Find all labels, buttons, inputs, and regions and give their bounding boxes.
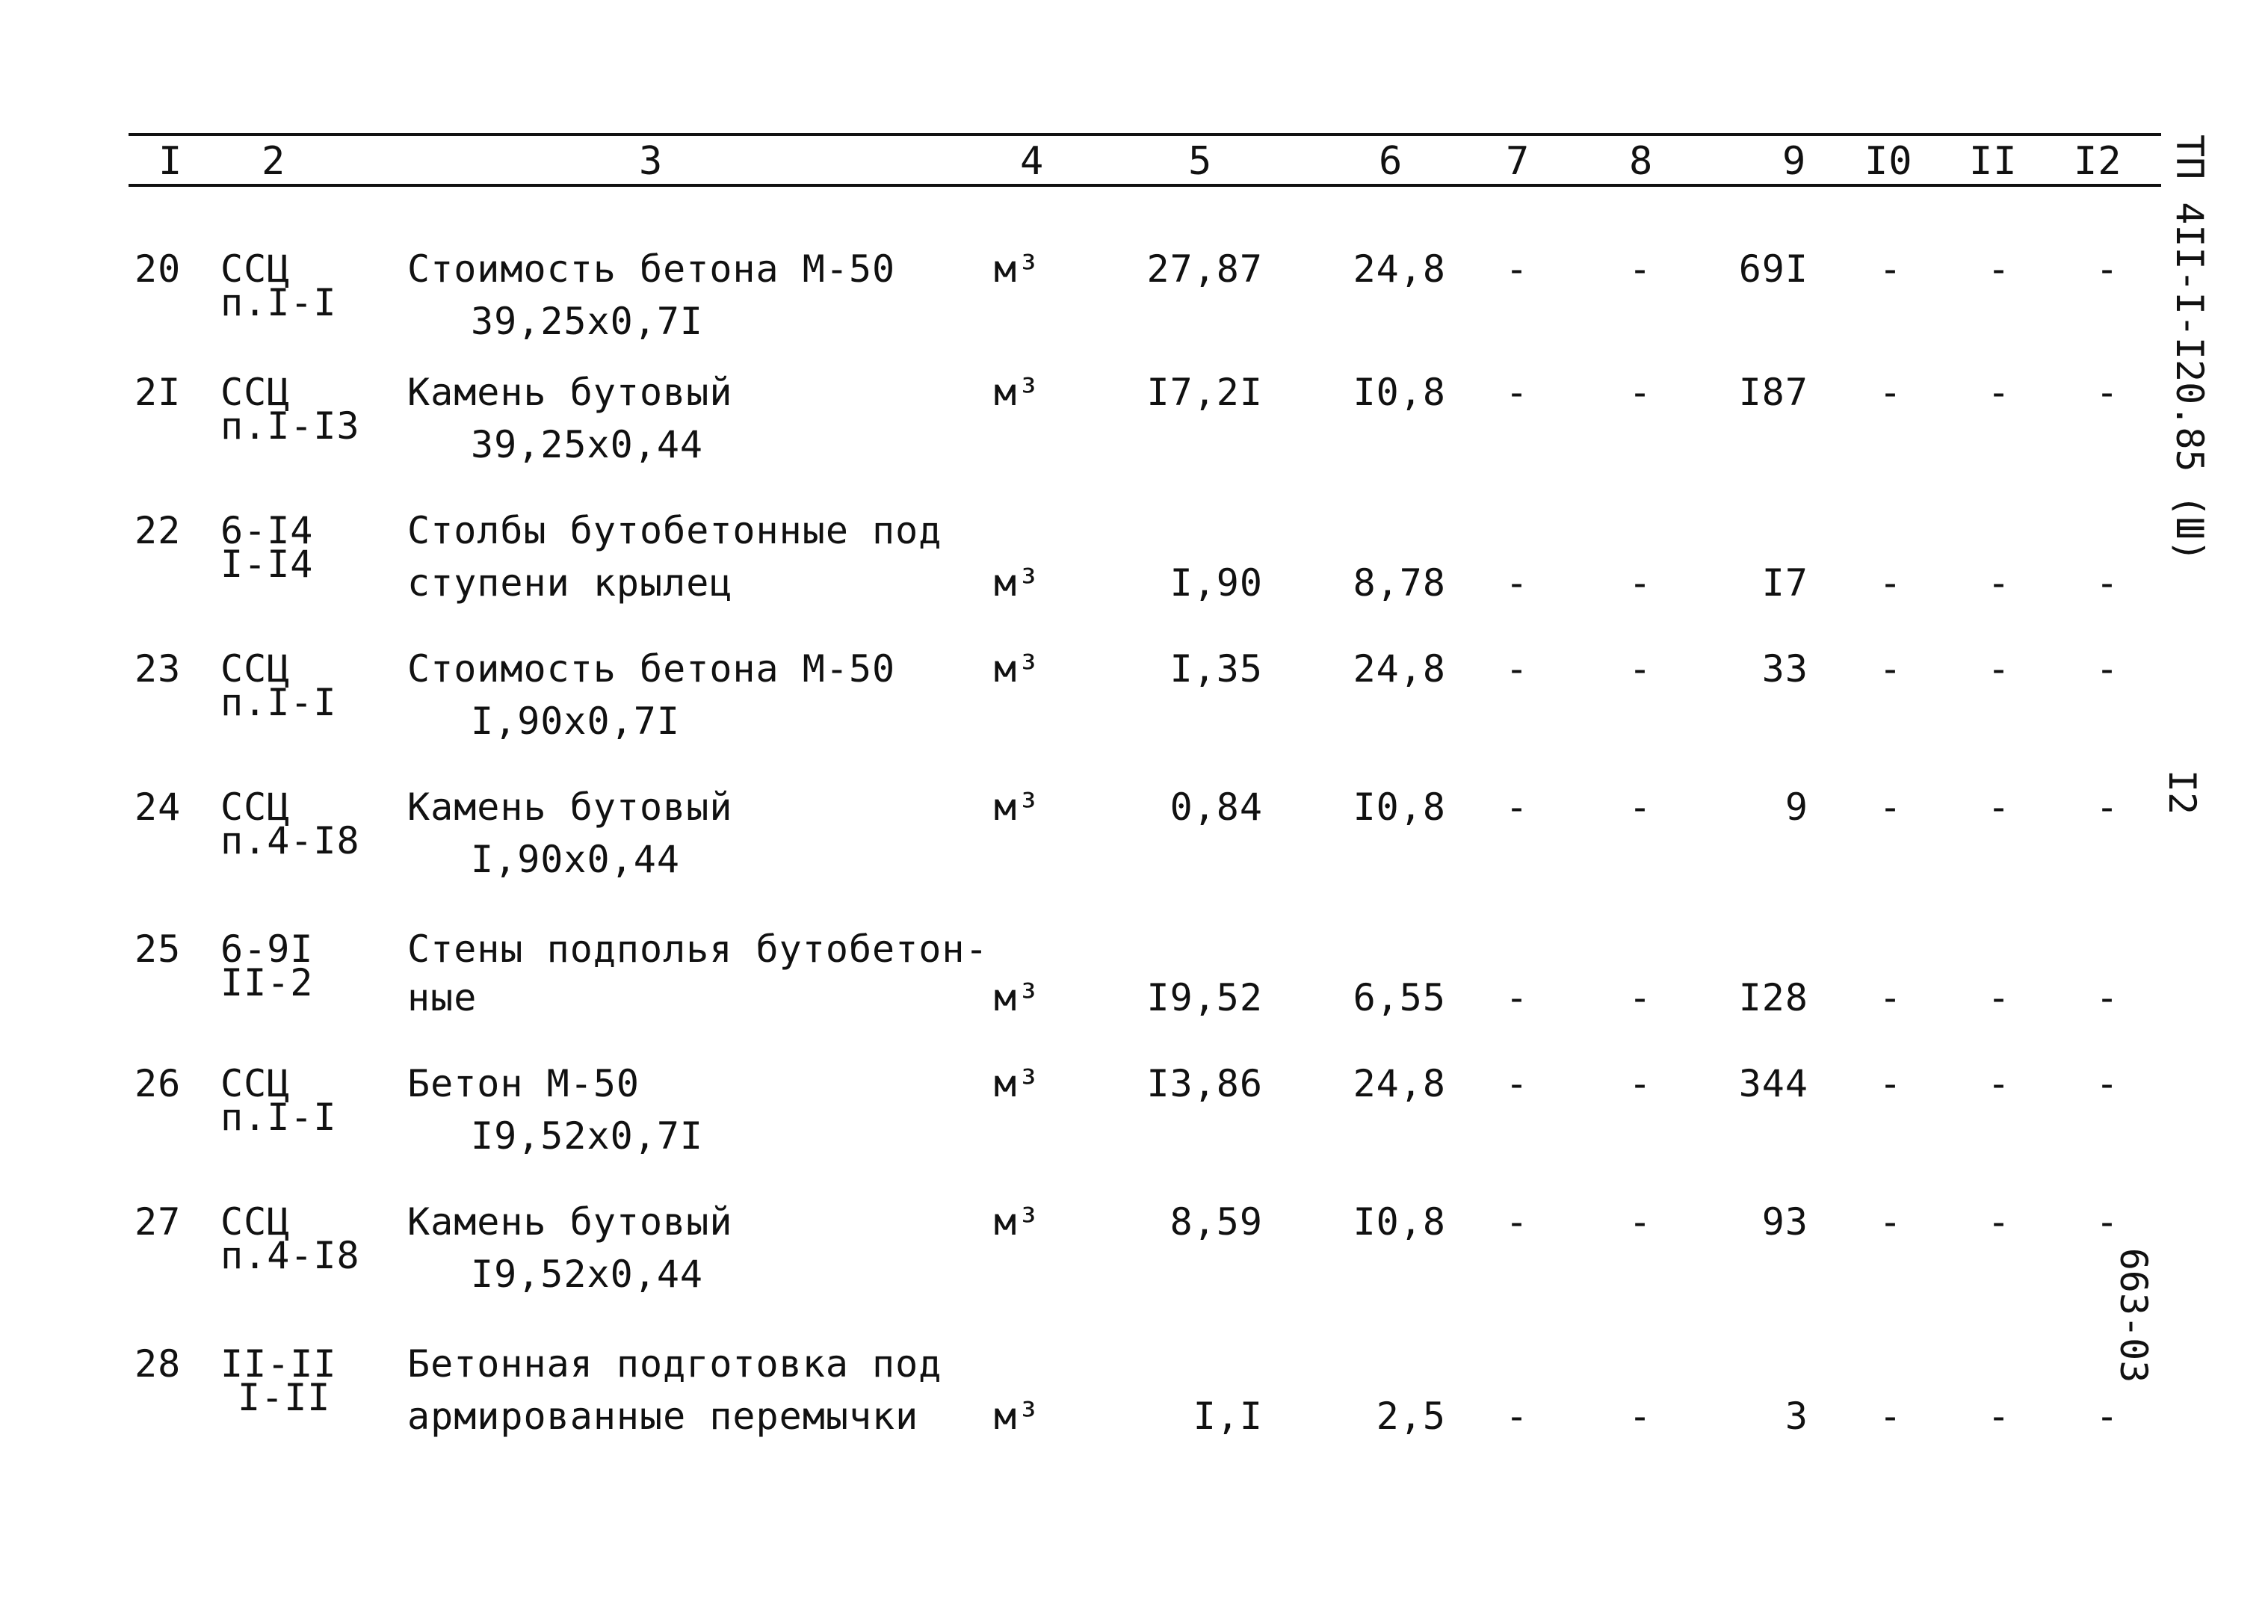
row-total: 93: [1761, 1200, 1808, 1244]
header-col-3: 3: [639, 139, 664, 184]
row-total: I28: [1738, 976, 1808, 1019]
header-col-5: 5: [1188, 139, 1213, 184]
row-col-11: -: [1987, 561, 2011, 605]
row-col-7: -: [1505, 561, 1529, 605]
row-col-10: -: [1879, 1395, 1903, 1438]
row-total: 69I: [1738, 247, 1808, 291]
header-col-2: 2: [262, 139, 286, 184]
row-col-11: -: [1987, 1062, 2011, 1105]
row-code: ССЦ: [220, 1062, 291, 1105]
row-code-sub: I-I4: [220, 543, 314, 586]
row-code: ССЦ: [220, 647, 291, 691]
row-number: 20: [135, 247, 182, 291]
row-unit: м³: [994, 371, 1041, 414]
row-col-10: -: [1879, 247, 1903, 291]
row-col-7: -: [1505, 976, 1529, 1019]
row-total: 33: [1761, 647, 1808, 691]
header-col-12: I2: [2074, 139, 2122, 184]
row-unit: м³: [994, 785, 1041, 829]
row-col-10: -: [1879, 1062, 1903, 1105]
row-number: 26: [135, 1062, 182, 1105]
row-code-sub: п.4-I8: [220, 819, 360, 862]
row-col-8: -: [1628, 976, 1652, 1019]
row-unit-price: 24,8: [1353, 647, 1446, 691]
row-unit-price: I0,8: [1353, 785, 1446, 829]
row-code-sub: п.I-I: [220, 281, 337, 324]
row-col-10: -: [1879, 785, 1903, 829]
row-code-sub: п.I-I: [220, 681, 337, 724]
row-code-sub: I-II: [238, 1376, 331, 1419]
row-description-sub: I,90х0,44: [471, 838, 680, 881]
page-number: I2: [2160, 769, 2204, 815]
header-col-9: 9: [1782, 139, 1807, 184]
row-total: I7: [1761, 561, 1808, 605]
row-col-7: -: [1505, 1062, 1529, 1105]
row-col-12: -: [2095, 1200, 2119, 1244]
row-col-11: -: [1987, 1395, 2011, 1438]
row-code-sub: п.I-I3: [220, 404, 360, 448]
row-unit-price: 8,78: [1353, 561, 1446, 605]
row-unit-price: I0,8: [1353, 1200, 1446, 1244]
header-col-10: I0: [1864, 139, 1913, 184]
row-col-8: -: [1628, 1062, 1652, 1105]
row-description: Бетонная подготовка под: [407, 1342, 942, 1386]
row-number: 24: [135, 785, 182, 829]
row-col-8: -: [1628, 247, 1652, 291]
row-col-8: -: [1628, 1200, 1652, 1244]
row-col-11: -: [1987, 1200, 2011, 1244]
row-col-10: -: [1879, 976, 1903, 1019]
row-description-sub: ступени крылец: [407, 561, 733, 605]
header-col-6: 6: [1379, 139, 1403, 184]
row-unit: м³: [994, 1395, 1041, 1438]
row-unit: м³: [994, 1200, 1041, 1244]
row-col-11: -: [1987, 785, 2011, 829]
header-col-7: 7: [1506, 139, 1530, 184]
row-quantity: I9,52: [1146, 976, 1263, 1019]
row-description: Столбы бутобетонные под: [407, 509, 942, 552]
row-col-10: -: [1879, 647, 1903, 691]
row-description: Стоимость бетона М-50: [407, 247, 896, 291]
row-code-sub: п.I-I: [220, 1096, 337, 1139]
row-total: 3: [1785, 1395, 1808, 1438]
row-code: 6-I4: [220, 509, 314, 552]
row-description: Бетон М-50: [407, 1062, 640, 1105]
row-quantity: I,35: [1169, 647, 1263, 691]
row-number: 23: [135, 647, 182, 691]
row-description-sub: 39,25х0,44: [471, 423, 704, 466]
row-quantity: I,I: [1193, 1395, 1263, 1438]
row-description: Камень бутовый: [407, 1200, 733, 1244]
header-col-1: I: [158, 139, 183, 184]
row-code: ССЦ: [220, 785, 291, 829]
row-description-sub: I9,52х0,44: [471, 1253, 704, 1296]
row-col-10: -: [1879, 371, 1903, 414]
row-unit: м³: [994, 561, 1041, 605]
row-unit-price: 6,55: [1353, 976, 1446, 1019]
row-col-12: -: [2095, 371, 2119, 414]
header-top-rule: [129, 133, 2161, 136]
row-col-7: -: [1505, 1200, 1529, 1244]
row-col-7: -: [1505, 247, 1529, 291]
row-col-12: -: [2095, 785, 2119, 829]
row-code: II-II: [220, 1342, 337, 1386]
row-col-8: -: [1628, 647, 1652, 691]
row-description-sub: ные: [407, 976, 478, 1019]
row-code: ССЦ: [220, 247, 291, 291]
row-description-sub: I,90х0,7I: [471, 700, 680, 743]
header-col-8: 8: [1629, 139, 1654, 184]
row-unit: м³: [994, 647, 1041, 691]
row-total: 9: [1785, 785, 1808, 829]
row-quantity: I7,2I: [1146, 371, 1263, 414]
row-col-8: -: [1628, 561, 1652, 605]
row-col-11: -: [1987, 247, 2011, 291]
row-description-sub: I9,52х0,7I: [471, 1114, 704, 1158]
header-bottom-rule: [129, 184, 2161, 187]
row-unit-price: I0,8: [1353, 371, 1446, 414]
row-quantity: 0,84: [1169, 785, 1263, 829]
row-number: 27: [135, 1200, 182, 1244]
row-description: Стены подполья бутобетон-: [407, 927, 989, 971]
row-quantity: I3,86: [1146, 1062, 1263, 1105]
row-unit: м³: [994, 247, 1041, 291]
row-col-12: -: [2095, 247, 2119, 291]
row-col-11: -: [1987, 371, 2011, 414]
row-unit-price: 2,5: [1376, 1395, 1446, 1438]
row-col-7: -: [1505, 647, 1529, 691]
row-number: 25: [135, 927, 182, 971]
row-col-11: -: [1987, 647, 2011, 691]
row-col-8: -: [1628, 1395, 1652, 1438]
row-unit: м³: [994, 976, 1041, 1019]
row-description: Стоимость бетона М-50: [407, 647, 896, 691]
row-unit-price: 24,8: [1353, 247, 1446, 291]
album-code: 663-03: [2112, 1247, 2155, 1383]
row-col-12: -: [2095, 1395, 2119, 1438]
row-quantity: 27,87: [1146, 247, 1263, 291]
row-total: 344: [1738, 1062, 1808, 1105]
row-quantity: 8,59: [1169, 1200, 1263, 1244]
row-description: Камень бутовый: [407, 785, 733, 829]
row-col-7: -: [1505, 785, 1529, 829]
row-unit-price: 24,8: [1353, 1062, 1446, 1105]
row-col-12: -: [2095, 1062, 2119, 1105]
row-quantity: I,90: [1169, 561, 1263, 605]
row-number: 28: [135, 1342, 182, 1386]
row-col-10: -: [1879, 1200, 1903, 1244]
row-code-sub: п.4-I8: [220, 1234, 360, 1277]
row-col-11: -: [1987, 976, 2011, 1019]
row-unit: м³: [994, 1062, 1041, 1105]
row-description-sub: армированные перемычки: [407, 1395, 919, 1438]
row-number: 2I: [135, 371, 182, 414]
row-col-10: -: [1879, 561, 1903, 605]
row-col-8: -: [1628, 371, 1652, 414]
row-description: Камень бутовый: [407, 371, 733, 414]
row-total: I87: [1738, 371, 1808, 414]
row-col-12: -: [2095, 561, 2119, 605]
row-col-7: -: [1505, 1395, 1529, 1438]
row-col-7: -: [1505, 371, 1529, 414]
row-number: 22: [135, 509, 182, 552]
row-col-12: -: [2095, 976, 2119, 1019]
document-code: ТП 4II-I-I20.85 (Ш): [2168, 135, 2211, 562]
header-col-4: 4: [1020, 139, 1045, 184]
row-description-sub: 39,25х0,7I: [471, 300, 704, 343]
header-col-11: II: [1969, 139, 2018, 184]
row-code: ССЦ: [220, 1200, 291, 1244]
row-col-12: -: [2095, 647, 2119, 691]
row-code-sub: II-2: [220, 961, 314, 1004]
row-code: 6-9I: [220, 927, 314, 971]
row-code: ССЦ: [220, 371, 291, 414]
row-col-8: -: [1628, 785, 1652, 829]
